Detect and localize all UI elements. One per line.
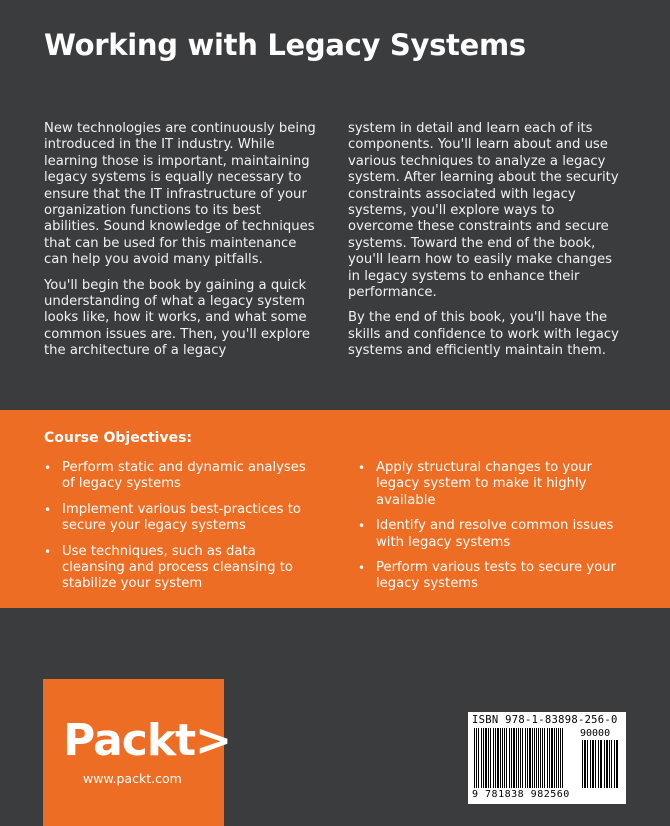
barcode-stripe	[518, 728, 519, 788]
objective-text: Use techniques, such as data cleansing and process cleansing to stabilize your system	[62, 543, 293, 592]
description-paragraph: By the end of this book, you'll have the skills and confidence to work with legacy systems and efficiently maintain them.	[348, 310, 619, 359]
barcode-stripe	[481, 728, 482, 788]
publisher-logo-box	[43, 679, 232, 826]
addon-barcode-bars	[582, 740, 622, 788]
objectives-list	[44, 460, 634, 602]
barcode-stripe	[522, 728, 523, 788]
barcode-stripe	[562, 728, 563, 788]
barcode-stripe	[558, 728, 559, 788]
objective-item	[358, 518, 634, 551]
barcode-stripe	[604, 740, 605, 788]
barcode-stripe	[584, 740, 586, 788]
bullet-icon: •	[358, 461, 366, 475]
barcode-stripe	[504, 728, 505, 788]
barcode-stripe	[500, 728, 501, 788]
barcode-stripe	[490, 728, 491, 788]
barcode-stripe	[590, 740, 591, 788]
objective-text: Perform static and dynamic analyses of legacy systems	[62, 460, 306, 492]
barcode-stripe	[560, 728, 561, 788]
objective-text: Identify and resolve common issues with legacy systems	[376, 518, 614, 550]
barcode-stripe	[493, 728, 494, 788]
barcode-stripe	[598, 740, 599, 788]
barcode-stripe	[495, 728, 496, 788]
barcode-stripe	[554, 728, 555, 788]
barcode-stripe	[497, 728, 499, 788]
description-paragraph: New technologies are continuously being introduced in the IT industry. While learning those is important, maintaining legacy systems is equally necessary to ensure that the IT infrastructure of your organization functions to its best abilities. Sound knowledge of techniques that can be used for this maintenance can help you avoid many pitfalls.	[44, 121, 316, 268]
barcode-stripe	[611, 740, 612, 788]
book-title: Working with Legacy Systems	[44, 28, 526, 62]
barcode-stripe	[534, 728, 535, 788]
barcode-stripe	[587, 740, 588, 788]
barcode-stripe	[592, 740, 594, 788]
barcode-stripe	[529, 728, 531, 788]
barcode-bars	[474, 728, 578, 788]
barcode-stripe	[476, 728, 477, 788]
price-code: 90000	[580, 728, 611, 739]
barcode-stripe	[509, 728, 510, 788]
objective-text: Perform various tests to secure your legacy systems	[376, 560, 616, 592]
barcode-stripe	[516, 728, 517, 788]
bullet-icon: •	[44, 502, 52, 517]
objectives-left-column	[44, 460, 320, 602]
objectives-band	[0, 410, 670, 608]
barcode-stripe	[525, 728, 526, 788]
objective-item	[358, 560, 634, 593]
barcode-stripe	[542, 728, 543, 788]
ean-number: 9 781838 982560	[472, 789, 570, 800]
barcode-stripe	[527, 728, 528, 788]
description	[44, 121, 624, 369]
barcode-stripe	[549, 728, 550, 788]
barcode-stripe	[582, 740, 583, 788]
objective-text: Implement various best-practices to secure your legacy systems	[62, 501, 301, 534]
objective-item	[44, 544, 320, 593]
barcode-stripe	[488, 728, 489, 788]
objectives-heading: Course Objectives:	[44, 430, 193, 446]
objective-item	[358, 460, 634, 509]
objective-item	[44, 502, 320, 535]
barcode-stripe	[538, 728, 539, 788]
description-paragraph: system in detail and learn each of its components. You'll learn about and use various techniques to analyze a legacy system. After learning about the security constraints associated with legacy systems, you'll explore ways to overcome these constraints and secure systems. Toward the end of the book, you'll learn how to easily make changes in legacy systems to enhance their performance.	[348, 121, 619, 301]
barcode-stripe	[532, 728, 533, 788]
barcode-stripe	[474, 728, 475, 788]
barcode-stripe	[600, 740, 602, 788]
barcode-stripe	[616, 740, 618, 788]
description-paragraph: You'll begin the book by gaining a quick understanding of what a legacy system looks like, how it works, and what some common issues are. Then, you'll explore the architecture of a legacy	[44, 277, 310, 359]
isbn-barcode	[468, 712, 626, 804]
barcode-stripe	[536, 728, 537, 788]
description-right-column	[348, 121, 624, 369]
barcode-stripe	[595, 740, 596, 788]
barcode-stripe	[614, 740, 615, 788]
objectives-right-column	[358, 460, 634, 602]
barcode-stripe	[609, 740, 610, 788]
objective-text: Apply structural changes to your legacy system to make it highly available	[376, 460, 593, 508]
bullet-icon: •	[358, 519, 366, 534]
barcode-stripe	[551, 728, 553, 788]
barcode-stripe	[606, 740, 608, 788]
packt-logo: Packt>	[63, 715, 232, 766]
barcode-stripe	[513, 728, 515, 788]
isbn-text: ISBN 978-1-83898-256-0	[472, 714, 618, 726]
barcode-stripe	[544, 728, 545, 788]
bullet-icon: •	[358, 561, 366, 576]
description-left-column	[44, 121, 320, 369]
bullet-icon: •	[44, 544, 52, 559]
barcode-stripe	[556, 728, 557, 788]
barcode-stripe	[520, 728, 521, 788]
barcode-stripe	[485, 728, 487, 788]
barcode-stripe	[478, 728, 479, 788]
barcode-stripe	[506, 728, 507, 788]
barcode-stripe	[502, 728, 503, 788]
barcode-stripe	[511, 728, 512, 788]
objective-item	[44, 460, 320, 493]
barcode-stripe	[547, 728, 548, 788]
bullet-icon: •	[44, 461, 52, 475]
publisher-url: www.packt.com	[83, 771, 182, 786]
barcode-stripe	[483, 728, 484, 788]
barcode-stripe	[540, 728, 541, 788]
